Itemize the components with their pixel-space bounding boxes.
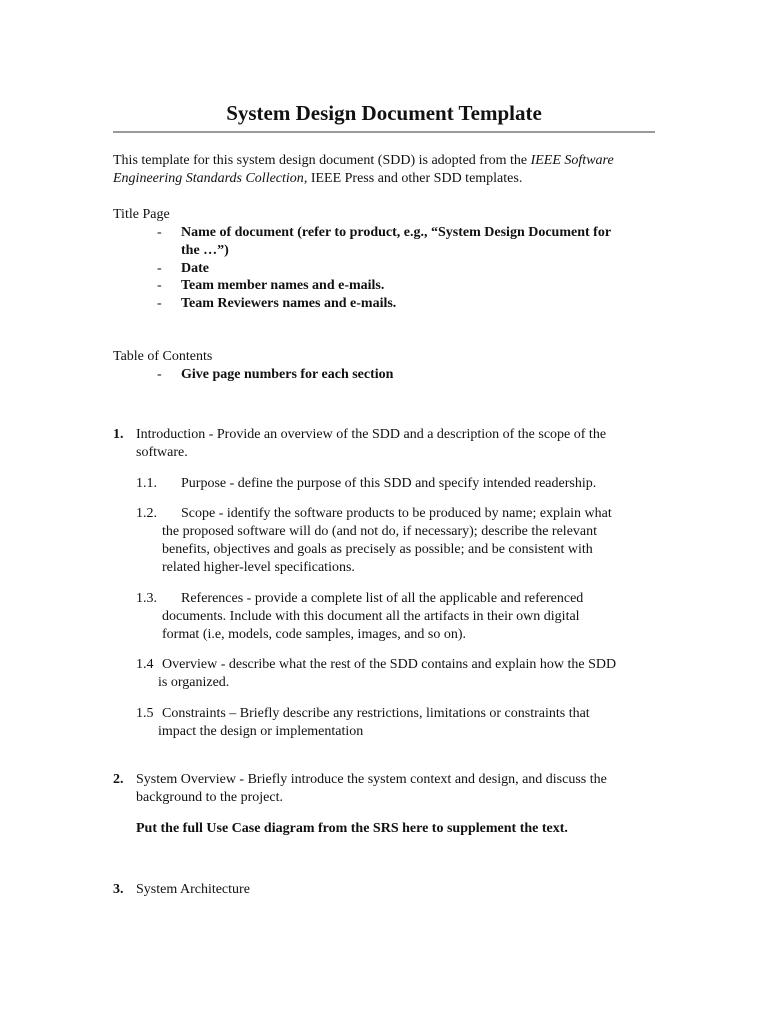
toc-item: Give page numbers for each section (181, 367, 394, 382)
section-2-text-line: background to the project. (136, 790, 283, 805)
section-2-note: Put the full Use Case diagram from the SRS here to supplement the text. (136, 821, 568, 836)
title-page-item-name-cont: the …”) (181, 243, 229, 258)
subsection-constraints: Constraints – Briefly describe any restrictions, limitations or constraints that (162, 706, 590, 721)
title-page-item-reviewers: Team Reviewers names and e-mails. (181, 296, 397, 311)
subsection-scope-line: the proposed software will do (and not do, if necessary); describe the relevant (162, 524, 598, 539)
bullet-dash: - (157, 225, 162, 240)
subsection-number: 1.3. (136, 591, 157, 606)
intro-lead: This template for this system design document (SDD) is adopted from the (113, 153, 531, 168)
title-page-item-date: Date (181, 261, 209, 276)
subsection-number: 1.4 (136, 657, 154, 672)
subsection-number: 1.2. (136, 506, 157, 521)
title-page-item-team: Team member names and e-mails. (181, 278, 385, 293)
section-3-title: System Architecture (136, 882, 250, 897)
subsection-number: 1.5 (136, 706, 154, 721)
document-title: System Design Document Template (226, 101, 542, 125)
subsection-purpose: Purpose - define the purpose of this SDD and specify intended readership. (181, 476, 597, 491)
subsection-scope-line: related higher-level specifications. (162, 560, 355, 575)
subsection-references-line: format (i.e, models, code samples, images, and so on). (162, 627, 467, 642)
bullet-dash: - (157, 278, 162, 293)
section-number: 2. (113, 772, 124, 787)
subsection-scope-line: benefits, objectives and goals as precisely as possible; and be consistent with (162, 542, 593, 557)
subsection-constraints-line: impact the design or implementation (158, 724, 364, 739)
bullet-dash: - (157, 296, 162, 311)
title-page-item-name: Name of document (refer to product, e.g., “System Design Document for (181, 225, 612, 240)
intro-paragraph (113, 152, 653, 188)
subsection-overview-line: is organized. (158, 675, 230, 690)
subsection-overview: Overview - describe what the rest of the SDD contains and explain how the SDD (162, 657, 617, 672)
title-page-heading: Title Page (113, 207, 170, 222)
section-number: 1. (113, 427, 124, 442)
section-1-text-line: software. (136, 445, 188, 460)
subsection-references-line: documents. Include with this document all the artifacts in their own digital (162, 609, 580, 624)
title-divider (113, 131, 655, 133)
bullet-dash: - (157, 261, 162, 276)
section-1-text-line: Introduction - Provide an overview of the SDD and a description of the scope of the (136, 427, 607, 442)
section-2-text-line: System Overview - Briefly introduce the system context and design, and discuss the (136, 772, 607, 787)
bullet-dash: - (157, 367, 162, 382)
subsection-references: References - provide a complete list of all the applicable and referenced (181, 591, 584, 606)
toc-heading: Table of Contents (113, 349, 213, 364)
subsection-scope: Scope - identify the software products to be produced by name; explain what (181, 506, 612, 521)
intro-italic-source: IEEE Software Engineering Standards Collection (113, 153, 614, 186)
section-number: 3. (113, 882, 124, 897)
subsection-number: 1.1. (136, 476, 157, 491)
intro-tail: , IEEE Press and other SDD templates. (303, 171, 523, 186)
